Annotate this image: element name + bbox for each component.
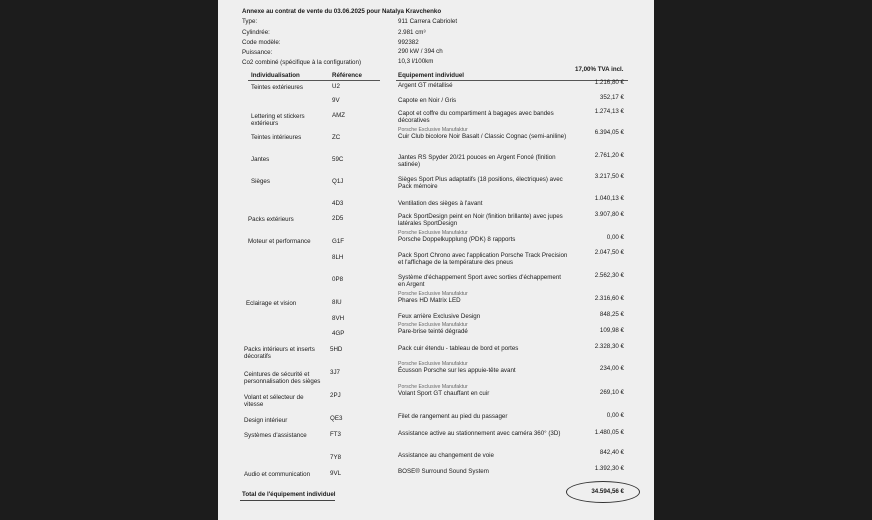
row-price: 3.907,80 € xyxy=(594,211,624,218)
row-category: Teintes extérieures xyxy=(251,84,303,91)
row-category: Moteur et performance xyxy=(248,238,311,245)
row-ref: QE3 xyxy=(330,415,343,422)
total-label: Total de l'équipement individuel xyxy=(242,491,336,498)
row-desc: Filet de rangement au pied du passager xyxy=(398,413,508,420)
row-desc: BOSE® Surround Sound System xyxy=(398,468,489,475)
row-desc: Argent GT métallisé xyxy=(398,82,453,89)
row-desc: Assistance au changement de voie xyxy=(398,452,494,459)
field-value-co2: 10,3 l/100km xyxy=(398,58,434,65)
row-ref: Q1J xyxy=(332,178,344,185)
row-exclusive-tag: Porsche Exclusive Manufaktur xyxy=(398,127,468,133)
row-ref: 0P8 xyxy=(332,276,344,283)
field-label-co2: Co2 combiné (spécifique à la configuration) xyxy=(242,59,362,66)
row-ref: 59C xyxy=(332,156,344,163)
row-desc: Capote en Noir / Gris xyxy=(398,97,457,104)
row-desc: Porsche Doppelkupplung (PDK) 8 rapports xyxy=(398,236,516,243)
field-label-type: Type: xyxy=(242,18,258,25)
row-category: Audio et communication xyxy=(244,471,311,478)
row-price: 6.394,05 € xyxy=(594,129,624,136)
row-exclusive-tag: Porsche Exclusive Manufaktur xyxy=(398,291,468,297)
row-desc: Écusson Porsche sur les appuie-tête avant xyxy=(398,367,516,374)
row-exclusive-tag: Porsche Exclusive Manufaktur xyxy=(398,322,468,328)
row-price: 1.392,30 € xyxy=(594,465,624,472)
row-exclusive-tag: Porsche Exclusive Manufaktur xyxy=(398,361,468,367)
row-desc: Pack Sport Chrono avec l'application Porsche Track Precision et l'affichage de la température des pneus xyxy=(398,252,568,266)
row-price: 848,25 € xyxy=(599,311,624,318)
row-desc: Capot et coffre du compartiment à bagages avec bandes décoratives xyxy=(398,110,554,124)
row-ref: 8IU xyxy=(332,299,342,306)
field-value-displacement: 2.981 cm³ xyxy=(398,29,426,36)
row-desc: Phares HD Matrix LED xyxy=(398,297,461,304)
row-ref: 9VL xyxy=(330,470,342,477)
row-category: Sièges xyxy=(251,178,270,185)
field-value-power: 290 kW / 394 ch xyxy=(398,48,443,55)
row-category: Packs extérieurs xyxy=(248,216,294,223)
row-desc: Pare-brise teinté dégradé xyxy=(398,328,468,335)
row-desc: Feux arrière Exclusive Design xyxy=(398,313,481,320)
row-price: 234,00 € xyxy=(599,365,624,372)
row-desc: Sièges Sport Plus adaptatifs (18 positions, électriques) avec Pack mémoire xyxy=(398,176,563,190)
row-price: 1.040,13 € xyxy=(594,195,624,202)
row-category: Design intérieur xyxy=(244,417,288,424)
row-price: 842,40 € xyxy=(599,449,624,456)
row-price: 2.761,20 € xyxy=(594,152,624,159)
row-price: 1.274,13 € xyxy=(594,108,624,115)
total-underline xyxy=(240,500,335,501)
row-ref: AMZ xyxy=(332,112,346,119)
row-ref: 2PJ xyxy=(330,392,341,399)
row-desc: Jantes RS Spyder 20/21 pouces en Argent Foncé (finition satinée) xyxy=(398,154,556,168)
row-ref: 9V xyxy=(332,97,340,104)
column-header-reference: Référence xyxy=(332,72,362,79)
row-category: Jantes xyxy=(251,156,270,163)
row-desc: Volant Sport GT chauffant en cuir xyxy=(398,390,490,397)
row-price: 0,00 € xyxy=(606,412,624,419)
row-exclusive-tag: Porsche Exclusive Manufaktur xyxy=(398,230,468,236)
row-category: Packs intérieurs et inserts décoratifs xyxy=(244,346,315,360)
column-header-equipment: Equipement individuel xyxy=(398,72,465,79)
row-ref: 5HD xyxy=(330,346,343,353)
row-ref: 2D5 xyxy=(332,215,344,222)
row-ref: 4GP xyxy=(332,330,345,337)
row-price: 2.047,50 € xyxy=(594,249,624,256)
field-value-model-code: 992382 xyxy=(398,39,419,46)
field-label-model-code: Code modèle: xyxy=(242,39,281,46)
row-price: 1.480,05 € xyxy=(594,429,624,436)
row-exclusive-tag: Porsche Exclusive Manufaktur xyxy=(398,384,468,390)
row-category: Eclairage et vision xyxy=(246,300,297,307)
document-title: Annexe au contrat de vente du 03.06.2025 pour Natalya Kravchenko xyxy=(242,8,442,15)
row-ref: G1F xyxy=(332,238,345,245)
header-underline-left xyxy=(248,80,380,81)
row-price: 2.328,30 € xyxy=(594,343,624,350)
row-category: Lettering et stickers extérieurs xyxy=(251,113,305,127)
row-price: 352,17 € xyxy=(599,94,624,101)
row-category: Systèmes d'assistance xyxy=(244,432,307,439)
row-category: Teintes intérieures xyxy=(251,134,302,141)
row-desc: Pack cuir étendu - tableau de bord et portes xyxy=(398,345,519,352)
column-header-category: Individualisation xyxy=(251,72,300,79)
row-price: 109,98 € xyxy=(599,327,624,334)
vat-label: 17,00% TVA incl. xyxy=(575,66,624,73)
total-value: 34.594,56 € xyxy=(591,488,624,495)
row-desc: Assistance active au stationnement avec caméra 360° (3D) xyxy=(398,430,561,437)
row-price: 2.316,60 € xyxy=(594,295,624,302)
field-label-displacement: Cylindrée: xyxy=(242,29,270,36)
field-label-power: Puissance: xyxy=(242,49,273,56)
row-desc: Pack SportDesign peint en Noir (finition brillante) avec jupes latérales SportDesign xyxy=(398,213,563,227)
row-price: 269,10 € xyxy=(599,389,624,396)
row-ref: ZC xyxy=(332,134,341,141)
row-price: 0,00 € xyxy=(606,234,624,241)
row-ref: 8LH xyxy=(332,254,344,261)
row-price: 1.216,80 € xyxy=(594,79,624,86)
row-category: Volant et sélecteur de vitesse xyxy=(244,394,304,408)
row-price: 2.562,30 € xyxy=(594,272,624,279)
row-ref: 4D3 xyxy=(332,200,344,207)
row-price: 3.217,50 € xyxy=(594,173,624,180)
row-category: Ceintures de sécurité et personnalisation des sièges xyxy=(244,371,321,385)
row-ref: FT3 xyxy=(330,431,342,438)
document-page xyxy=(218,0,654,520)
row-desc: Ventilation des sièges à l'avant xyxy=(398,200,483,207)
field-value-type: 911 Carrera Cabriolet xyxy=(398,18,458,25)
row-desc: Cuir Club bicolore Noir Basalt / Classic Cognac (semi-aniline) xyxy=(398,133,567,140)
row-ref: 3J7 xyxy=(330,369,340,376)
row-ref: 8VH xyxy=(332,315,345,322)
row-ref: U2 xyxy=(332,83,340,90)
row-ref: 7Y8 xyxy=(330,454,342,461)
row-desc: Système d'échappement Sport avec sorties d'échappement en Argent xyxy=(398,274,561,288)
